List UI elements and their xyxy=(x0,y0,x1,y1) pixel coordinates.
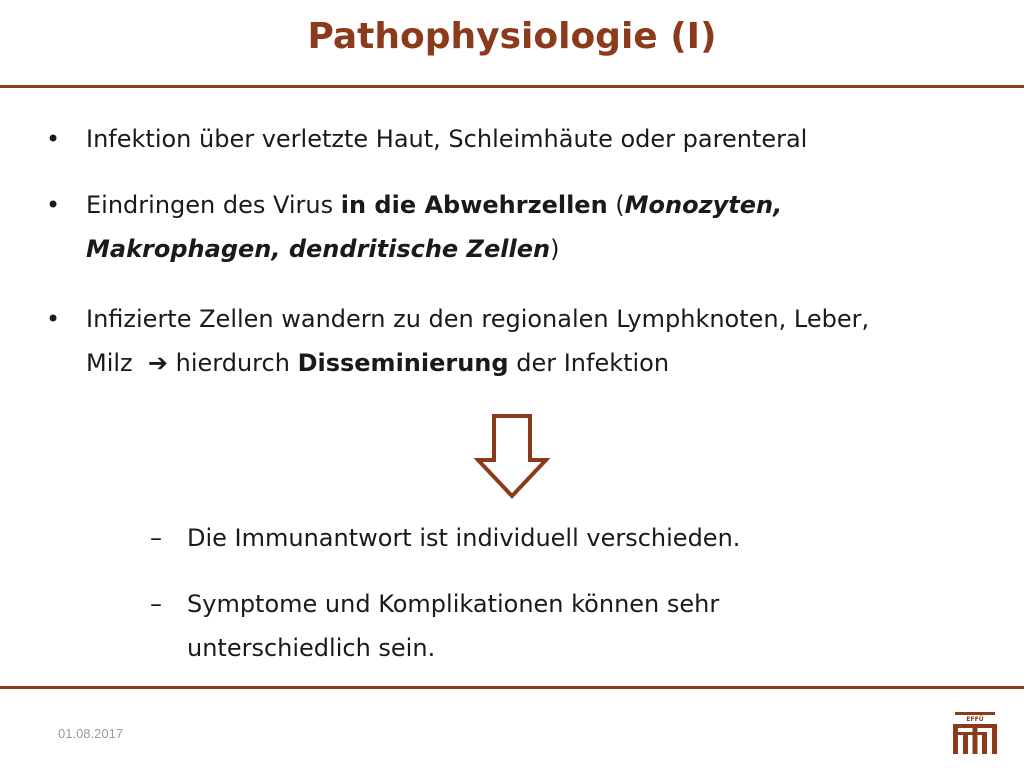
logo-text: EFFÜ xyxy=(966,716,984,723)
sub-item-text xyxy=(187,582,907,670)
bullet-text-segment: Milz xyxy=(86,349,148,377)
bullet-text xyxy=(86,183,996,271)
sub-item-line: unterschiedlich sein. xyxy=(187,634,436,662)
bullet-dot: • xyxy=(46,125,61,153)
bullet-text-bold: Disseminierung xyxy=(297,349,509,377)
bullet-text-bolditalic: Monozyten, xyxy=(624,191,783,219)
sub-item-line: Die Immunantwort ist individuell verschieden. xyxy=(187,524,741,552)
footer-divider xyxy=(0,686,1024,689)
bullet-text-bold: in die Abwehrzellen xyxy=(340,191,608,219)
down-arrow-outline-icon xyxy=(474,414,550,500)
bullet-text-segment: hierdurch xyxy=(168,349,298,377)
bullet-text-segment: Eindringen des Virus xyxy=(86,191,341,219)
bullet-dot: • xyxy=(46,305,61,333)
bullet-text xyxy=(86,297,996,385)
bullet-text-segment: Infizierte Zellen wandern zu den regionalen Lymphknoten, Leber, xyxy=(86,305,870,333)
footer-date: 01.08.2017 xyxy=(58,726,124,741)
bullet-text-segment: ) xyxy=(550,235,560,263)
right-arrow-icon: ➔ xyxy=(147,349,169,377)
sub-item-text xyxy=(187,516,907,560)
dash-mark: – xyxy=(150,590,162,618)
bullet-text-bolditalic: Makrophagen, dendritische Zellen xyxy=(86,235,551,263)
bullet-text-segment: ( xyxy=(607,191,625,219)
bullet-text-segment: der Infektion xyxy=(508,349,670,377)
dash-mark: – xyxy=(150,524,162,552)
effue-logo-icon xyxy=(950,708,1000,758)
sub-item-line: Symptome und Komplikationen können sehr xyxy=(187,590,720,618)
bullet-text xyxy=(86,117,996,161)
slide-title: Pathophysiologie (I) xyxy=(307,16,717,57)
bullet-text-segment: Infektion über verletzte Haut, Schleimhäute oder parenteral xyxy=(86,125,808,153)
bullet-dot: • xyxy=(46,191,61,219)
title-divider xyxy=(0,85,1024,88)
